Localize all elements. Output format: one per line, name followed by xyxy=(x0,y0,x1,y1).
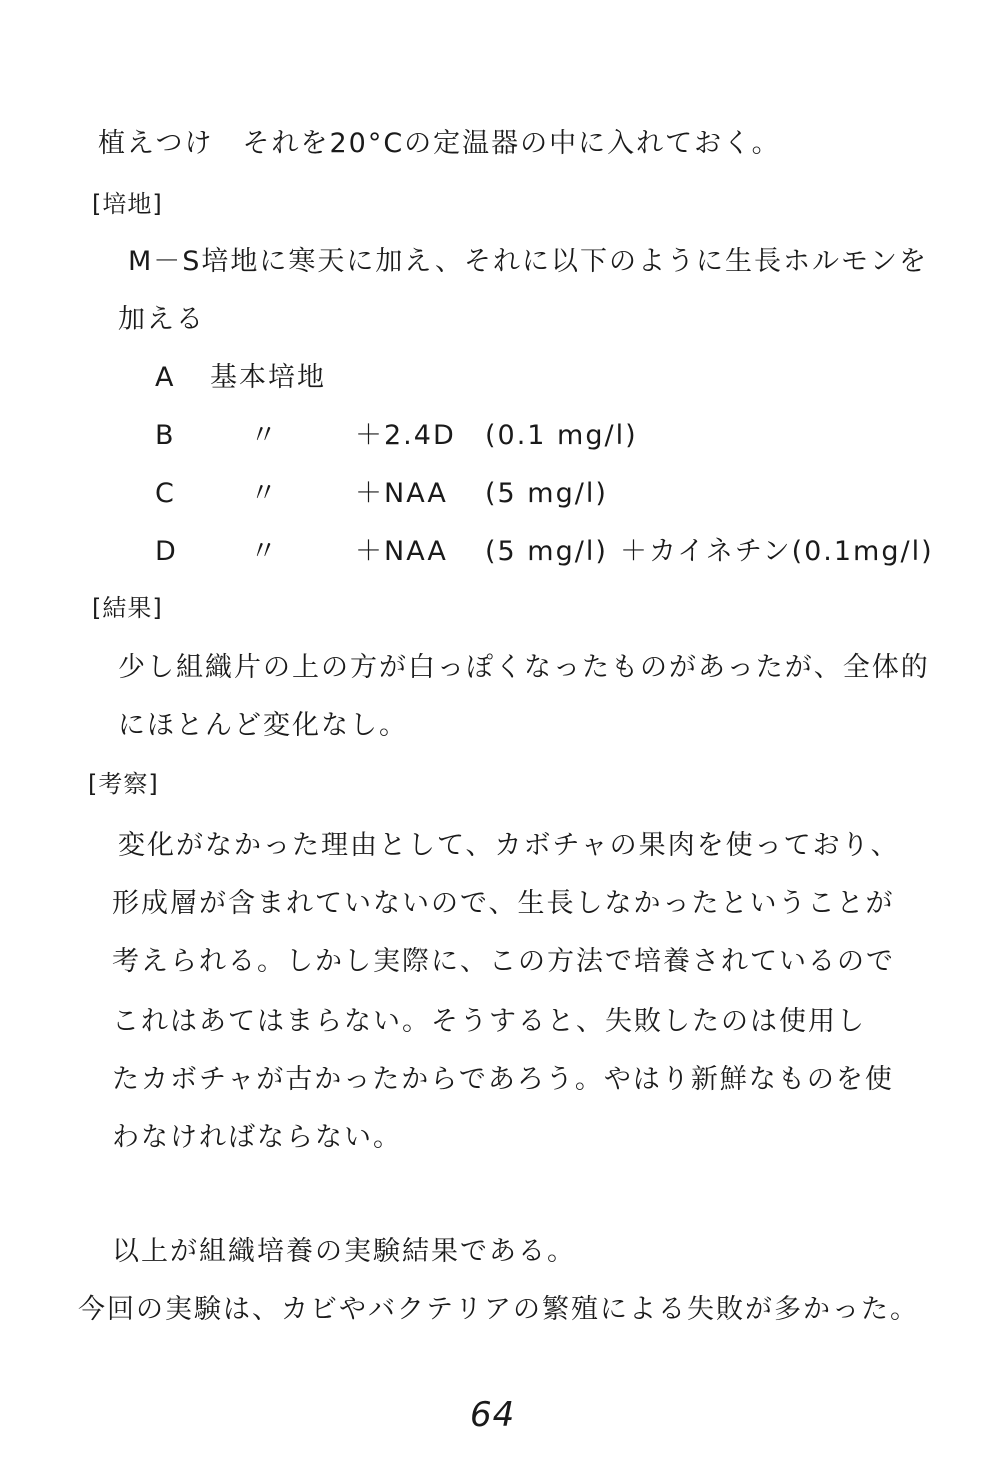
row-label: A xyxy=(155,362,176,393)
row-additive: ＋NAA xyxy=(355,478,448,509)
medium-heading: [培地] xyxy=(92,190,163,218)
results-line-2: にほとんど変化なし。 xyxy=(118,710,408,741)
page-number: 64 xyxy=(470,1395,516,1435)
row-additive: ＋2.4D xyxy=(355,420,456,451)
row-base: 〃 xyxy=(250,478,279,509)
row-additive: ＋NAA xyxy=(355,536,448,567)
discussion-line-6: わなければならない。 xyxy=(112,1122,402,1153)
row-label: D xyxy=(155,536,178,567)
discussion-heading: [考察] xyxy=(88,770,159,798)
row-base: 〃 xyxy=(250,536,279,567)
row-concentration: (5 mg/l) xyxy=(485,536,608,567)
intro-line: 植えつけ それを20°Cの定温器の中に入れておく。 xyxy=(98,128,781,159)
row-concentration: (0.1 mg/l) xyxy=(485,420,638,451)
conclusion-line-1: 以上が組織培養の実験結果である。 xyxy=(112,1236,576,1267)
row-extra-additive: ＋カイネチン(0.1mg/l) xyxy=(620,536,934,567)
discussion-line-4: これはあてはまらない。そうすると、失敗したのは使用し xyxy=(112,1006,866,1037)
medium-text-line-1: M－S培地に寒天に加え、それに以下のように生長ホルモンを xyxy=(128,246,929,277)
row-label: C xyxy=(155,478,176,509)
discussion-line-1: 変化がなかった理由として、カボチャの果肉を使っており、 xyxy=(118,830,900,861)
discussion-line-3: 考えられる。しかし実際に、この方法で培養されているので xyxy=(112,946,895,977)
discussion-line-5: たカボチャが古かったからであろう。やはり新鮮なものを使 xyxy=(112,1064,894,1095)
results-line-1: 少し組織片の上の方が白っぽくなったものがあったが、全体的 xyxy=(118,652,930,683)
row-base: 〃 xyxy=(250,420,279,451)
row-base: 基本培地 xyxy=(210,362,326,393)
results-heading: [結果] xyxy=(92,594,163,622)
row-concentration: (5 mg/l) xyxy=(485,478,608,509)
medium-text-line-2: 加える xyxy=(118,304,205,335)
discussion-line-2: 形成層が含まれていないので、生長しなかったということが xyxy=(112,888,895,919)
conclusion-line-2: 今回の実験は、カビやバクテリアの繁殖による失敗が多かった。 xyxy=(78,1294,919,1325)
row-label: B xyxy=(155,420,176,451)
